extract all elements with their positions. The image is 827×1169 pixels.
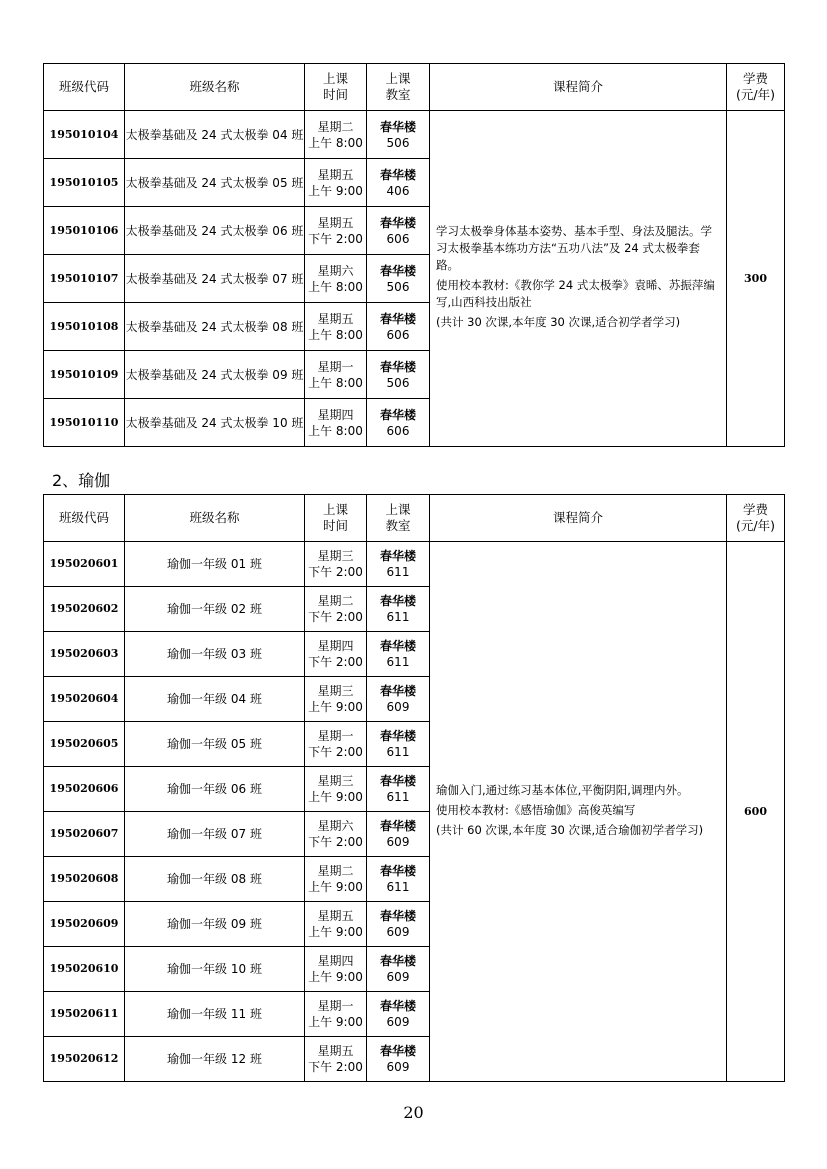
table-header-row: [44, 64, 785, 111]
class-time: 星期二 上午 9:00: [305, 857, 367, 902]
class-name: 太极拳基础及 24 式太极拳 05 班: [125, 159, 305, 207]
class-name: 瑜伽一年级 11 班: [125, 992, 305, 1037]
classroom: 春华楼 506: [367, 111, 430, 159]
classroom: 春华楼 609: [367, 902, 430, 947]
classroom: 春华楼 609: [367, 677, 430, 722]
class-time: 星期三 下午 2:00: [305, 542, 367, 587]
classroom: 春华楼 611: [367, 857, 430, 902]
class-time: 星期四 上午 9:00: [305, 947, 367, 992]
yoga-course-table: [43, 494, 785, 1082]
class-code: 195020602: [44, 587, 125, 632]
class-code: 195020610: [44, 947, 125, 992]
class-time: 星期五 下午 2:00: [305, 207, 367, 255]
class-time: 星期一 上午 8:00: [305, 351, 367, 399]
course-intro-textbook: 使用校本教材:《教你学 24 式太极拳》袁晞、苏振萍编写,山西科技出版社: [436, 278, 715, 309]
class-name: 瑜伽一年级 03 班: [125, 632, 305, 677]
class-time: 星期六 上午 8:00: [305, 255, 367, 303]
classroom: 春华楼 406: [367, 159, 430, 207]
table-row: [44, 111, 785, 159]
classroom: 春华楼 606: [367, 207, 430, 255]
class-name: 瑜伽一年级 08 班: [125, 857, 305, 902]
class-name: 瑜伽一年级 09 班: [125, 902, 305, 947]
course-intro-sessions: (共计 30 次课,本年度 30 次课,适合初学者学习): [436, 315, 681, 329]
class-time: 星期五 上午 8:00: [305, 303, 367, 351]
classroom: 春华楼 506: [367, 255, 430, 303]
class-name: 瑜伽一年级 07 班: [125, 812, 305, 857]
header-classroom: 上课 教室: [367, 495, 430, 542]
class-name: 瑜伽一年级 04 班: [125, 677, 305, 722]
taiji-course-table: [43, 63, 785, 447]
classroom: 春华楼 611: [367, 587, 430, 632]
course-intro: [430, 111, 727, 447]
class-name: 太极拳基础及 24 式太极拳 10 班: [125, 399, 305, 447]
class-time: 星期三 上午 9:00: [305, 767, 367, 812]
class-code: 195020606: [44, 767, 125, 812]
classroom: 春华楼 506: [367, 351, 430, 399]
class-code: 195020603: [44, 632, 125, 677]
class-name: 瑜伽一年级 02 班: [125, 587, 305, 632]
classroom: 春华楼 609: [367, 992, 430, 1037]
header-class-code: 班级代码: [44, 495, 125, 542]
header-course-intro: 课程简介: [430, 64, 727, 111]
table-header-row: [44, 495, 785, 542]
header-class-time: 上课 时间: [305, 64, 367, 111]
class-time: 星期五 下午 2:00: [305, 1037, 367, 1082]
header-tuition: 学费 (元/年): [727, 64, 785, 111]
class-code: 195020607: [44, 812, 125, 857]
class-time: 星期一 上午 9:00: [305, 992, 367, 1037]
classroom: 春华楼 611: [367, 767, 430, 812]
class-time: 星期二 上午 8:00: [305, 111, 367, 159]
class-name: 瑜伽一年级 10 班: [125, 947, 305, 992]
class-code: 195020605: [44, 722, 125, 767]
classroom: 春华楼 611: [367, 542, 430, 587]
class-time: 星期四 上午 8:00: [305, 399, 367, 447]
class-code: 195010110: [44, 399, 125, 447]
class-code: 195010108: [44, 303, 125, 351]
header-class-name: 班级名称: [125, 64, 305, 111]
class-name: 太极拳基础及 24 式太极拳 09 班: [125, 351, 305, 399]
classroom: 春华楼 609: [367, 947, 430, 992]
classroom: 春华楼 611: [367, 632, 430, 677]
class-time: 星期五 上午 9:00: [305, 159, 367, 207]
classroom: 春华楼 609: [367, 1037, 430, 1082]
course-intro-content: 学习太极拳身体基本姿势、基本手型、身法及腿法。学习太极拳基本练功方法“五功八法”及 24 式太极拳套路。: [436, 224, 712, 272]
class-name: 太极拳基础及 24 式太极拳 07 班: [125, 255, 305, 303]
class-time: 星期一 下午 2:00: [305, 722, 367, 767]
class-time: 星期三 上午 9:00: [305, 677, 367, 722]
class-code: 195020609: [44, 902, 125, 947]
class-code: 195010105: [44, 159, 125, 207]
header-class-name: 班级名称: [125, 495, 305, 542]
class-code: 195010106: [44, 207, 125, 255]
class-code: 195010104: [44, 111, 125, 159]
class-code: 195020601: [44, 542, 125, 587]
class-code: 195020608: [44, 857, 125, 902]
class-code: 195020612: [44, 1037, 125, 1082]
class-code: 195010107: [44, 255, 125, 303]
header-tuition: 学费 (元/年): [727, 495, 785, 542]
course-intro-textbook: 使用校本教材:《感悟瑜伽》高俊英编写: [436, 802, 636, 817]
class-time: 星期五 上午 9:00: [305, 902, 367, 947]
course-intro-content: 瑜伽入门,通过练习基本体位,平衡阴阳,调理内外。: [436, 782, 689, 797]
class-code: 195020611: [44, 992, 125, 1037]
class-name: 太极拳基础及 24 式太极拳 04 班: [125, 111, 305, 159]
course-intro-sessions: (共计 60 次课,本年度 30 次课,适合瑜伽初学者学习): [436, 822, 704, 837]
header-class-time: 上课 时间: [305, 495, 367, 542]
header-classroom: 上课 教室: [367, 64, 430, 111]
class-time: 星期四 下午 2:00: [305, 632, 367, 677]
header-class-code: 班级代码: [44, 64, 125, 111]
table-row: [44, 542, 785, 587]
class-name: 瑜伽一年级 01 班: [125, 542, 305, 587]
course-intro: [430, 542, 727, 1082]
class-name: 瑜伽一年级 12 班: [125, 1037, 305, 1082]
classroom: 春华楼 611: [367, 722, 430, 767]
class-name: 瑜伽一年级 05 班: [125, 722, 305, 767]
class-time: 星期二 下午 2:00: [305, 587, 367, 632]
class-time: 星期六 下午 2:00: [305, 812, 367, 857]
section-title-yoga: 2、瑜伽: [52, 471, 111, 490]
tuition-fee: 300: [727, 111, 785, 447]
class-code: 195010109: [44, 351, 125, 399]
class-code: 195020604: [44, 677, 125, 722]
header-course-intro: 课程简介: [430, 495, 727, 542]
classroom: 春华楼 606: [367, 399, 430, 447]
class-name: 太极拳基础及 24 式太极拳 08 班: [125, 303, 305, 351]
class-name: 瑜伽一年级 06 班: [125, 767, 305, 812]
tuition-fee: 600: [727, 542, 785, 1082]
page-number: 20: [403, 1103, 424, 1122]
classroom: 春华楼 606: [367, 303, 430, 351]
classroom: 春华楼 609: [367, 812, 430, 857]
class-name: 太极拳基础及 24 式太极拳 06 班: [125, 207, 305, 255]
